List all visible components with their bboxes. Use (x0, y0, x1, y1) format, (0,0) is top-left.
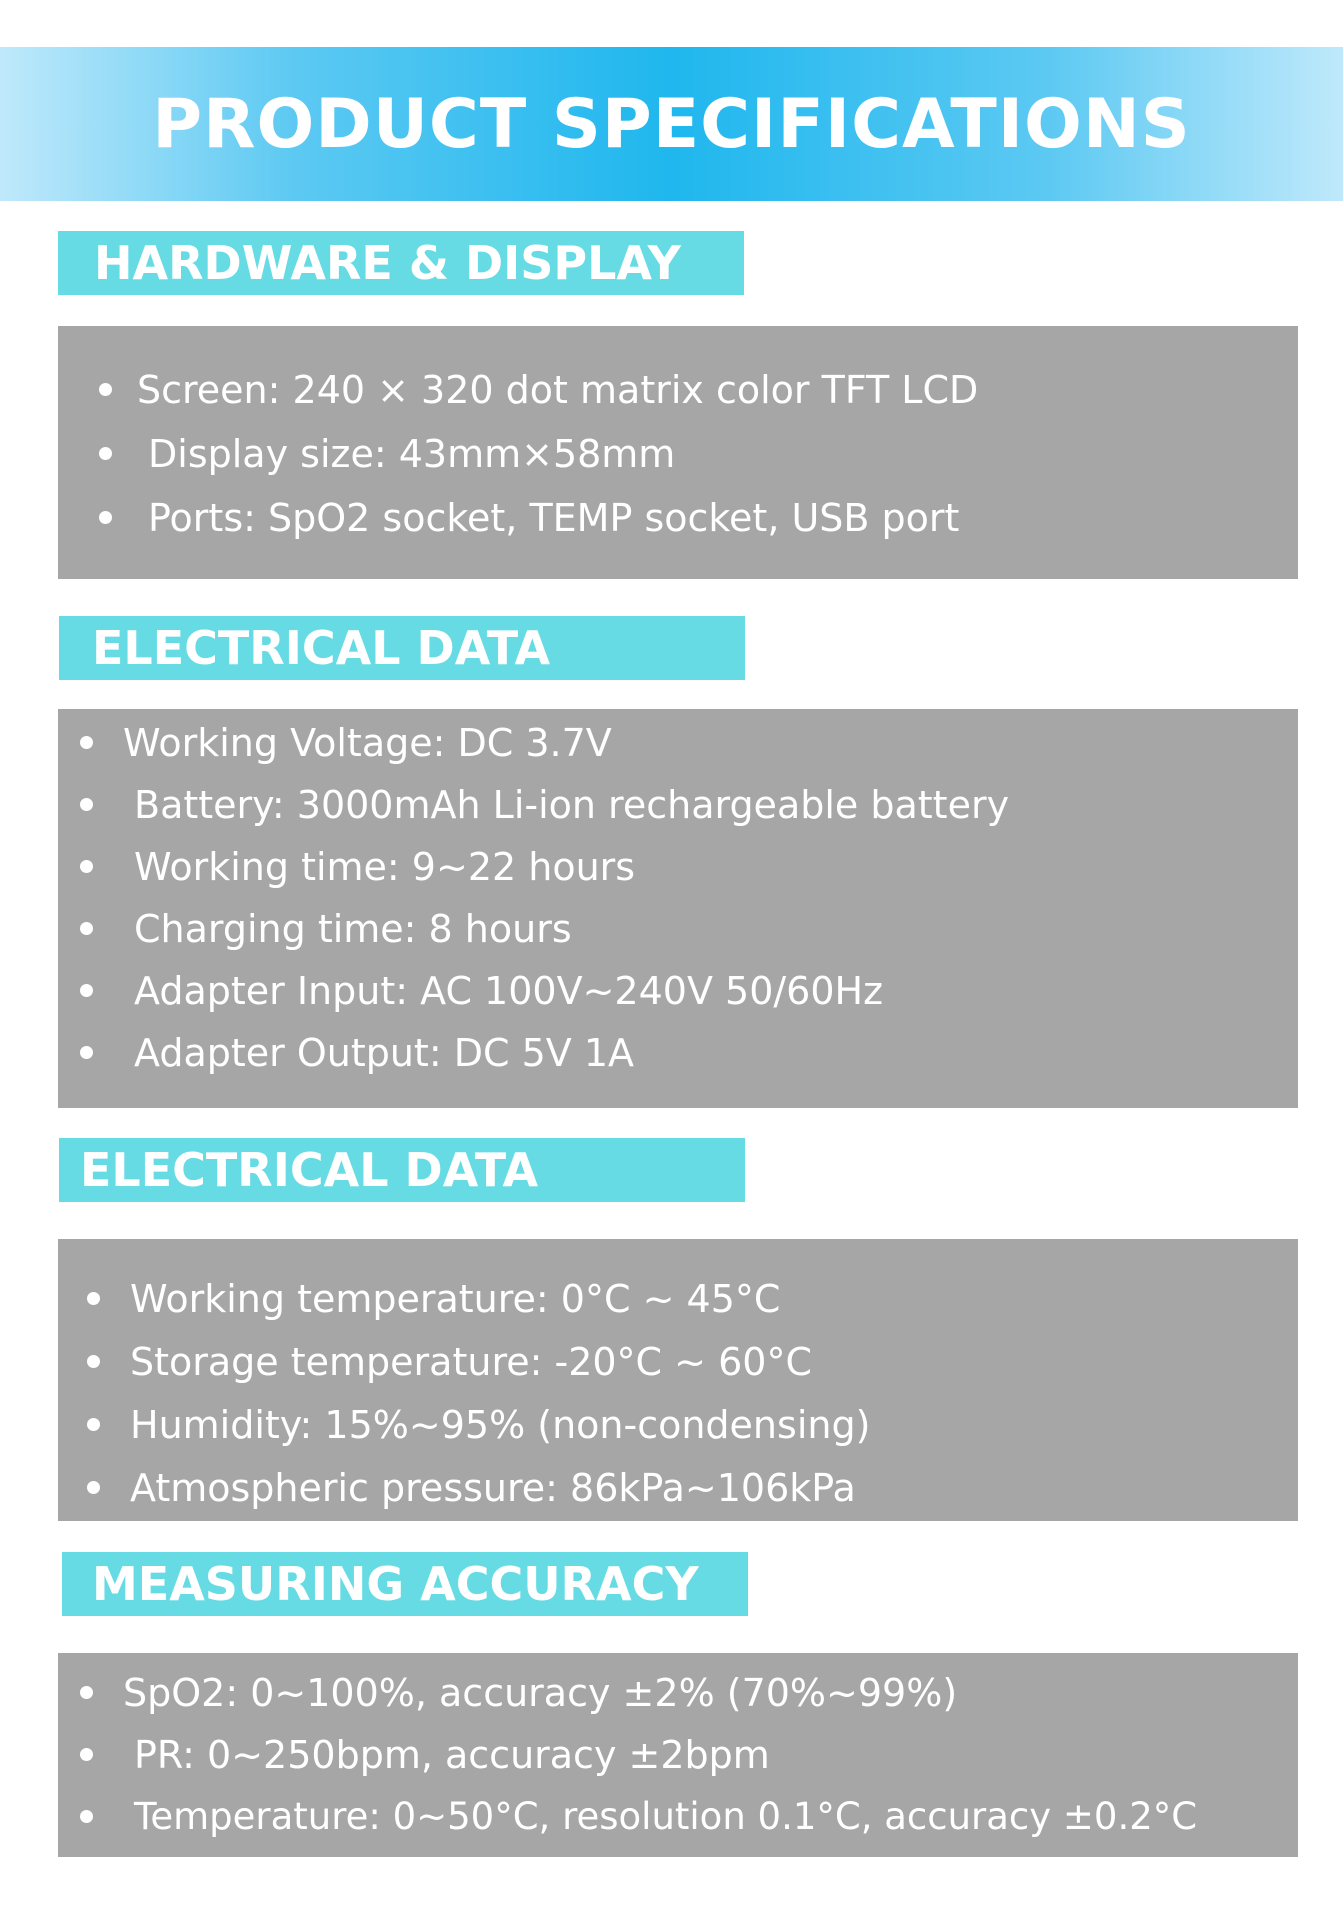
bullet-icon (99, 447, 112, 460)
spec-item-text: Humidity: 15%~95% (non-condensing) (130, 1403, 871, 1447)
bullet-icon (80, 798, 93, 811)
spec-item-text: Adapter Input: AC 100V~240V 50/60Hz (134, 969, 884, 1013)
bullet-icon (80, 1810, 93, 1823)
spec-item-text: Adapter Output: DC 5V 1A (134, 1031, 635, 1075)
spec-item-text: Battery: 3000mAh Li-ion rechargeable battery (134, 783, 1010, 827)
bullet-icon (99, 383, 112, 396)
bullet-icon (87, 1481, 100, 1494)
header-banner (0, 47, 1343, 201)
bullet-icon (99, 511, 112, 524)
section-heading-hardware-display (58, 231, 744, 295)
spec-panel-measuring-accuracy (58, 1653, 1298, 1857)
bullet-icon (80, 1046, 93, 1059)
spec-panel-environment (58, 1239, 1298, 1521)
section-heading-electrical-data (59, 616, 745, 680)
bullet-icon (80, 1686, 93, 1699)
spec-item-text: Temperature: 0~50°C, resolution 0.1°C, accuracy ±0.2°C (134, 1795, 1198, 1838)
section-heading-label: ELECTRICAL DATA (92, 621, 551, 675)
bullet-icon (80, 1748, 93, 1761)
bullet-icon (80, 922, 93, 935)
section-heading-label: ELECTRICAL DATA (80, 1143, 539, 1197)
bullet-icon (87, 1418, 100, 1431)
spec-item-text: SpO2: 0~100%, accuracy ±2% (70%~99%) (123, 1671, 958, 1715)
bullet-icon (80, 860, 93, 873)
spec-item-text: Charging time: 8 hours (134, 907, 572, 951)
section-heading-measuring-accuracy (62, 1552, 748, 1616)
spec-item-text: Atmospheric pressure: 86kPa~106kPa (130, 1466, 856, 1510)
spec-item-text: Ports: SpO2 socket, TEMP socket, USB port (148, 496, 960, 540)
spec-item-text: Working temperature: 0°C ~ 45°C (130, 1277, 781, 1321)
spec-item-text: Display size: 43mm×58mm (148, 432, 676, 476)
section-heading-label: MEASURING ACCURACY (92, 1557, 699, 1611)
spec-item-text: Screen: 240 × 320 dot matrix color TFT LCD (137, 368, 979, 412)
spec-item-text: PR: 0~250bpm, accuracy ±2bpm (134, 1733, 770, 1777)
bullet-icon (80, 984, 93, 997)
section-heading-electrical-data-environment (59, 1138, 745, 1202)
bullet-icon (80, 736, 93, 749)
spec-item-text: Working time: 9~22 hours (134, 845, 636, 889)
bullet-icon (87, 1355, 100, 1368)
spec-item-text: Storage temperature: -20°C ~ 60°C (130, 1340, 812, 1384)
spec-item-text: Working Voltage: DC 3.7V (123, 721, 612, 765)
bullet-icon (87, 1292, 100, 1305)
section-heading-label: HARDWARE & DISPLAY (94, 236, 681, 290)
spec-panel-hardware-display (58, 326, 1298, 579)
spec-panel-electrical-data (58, 709, 1298, 1108)
page-title: PRODUCT SPECIFICATIONS (152, 84, 1191, 164)
